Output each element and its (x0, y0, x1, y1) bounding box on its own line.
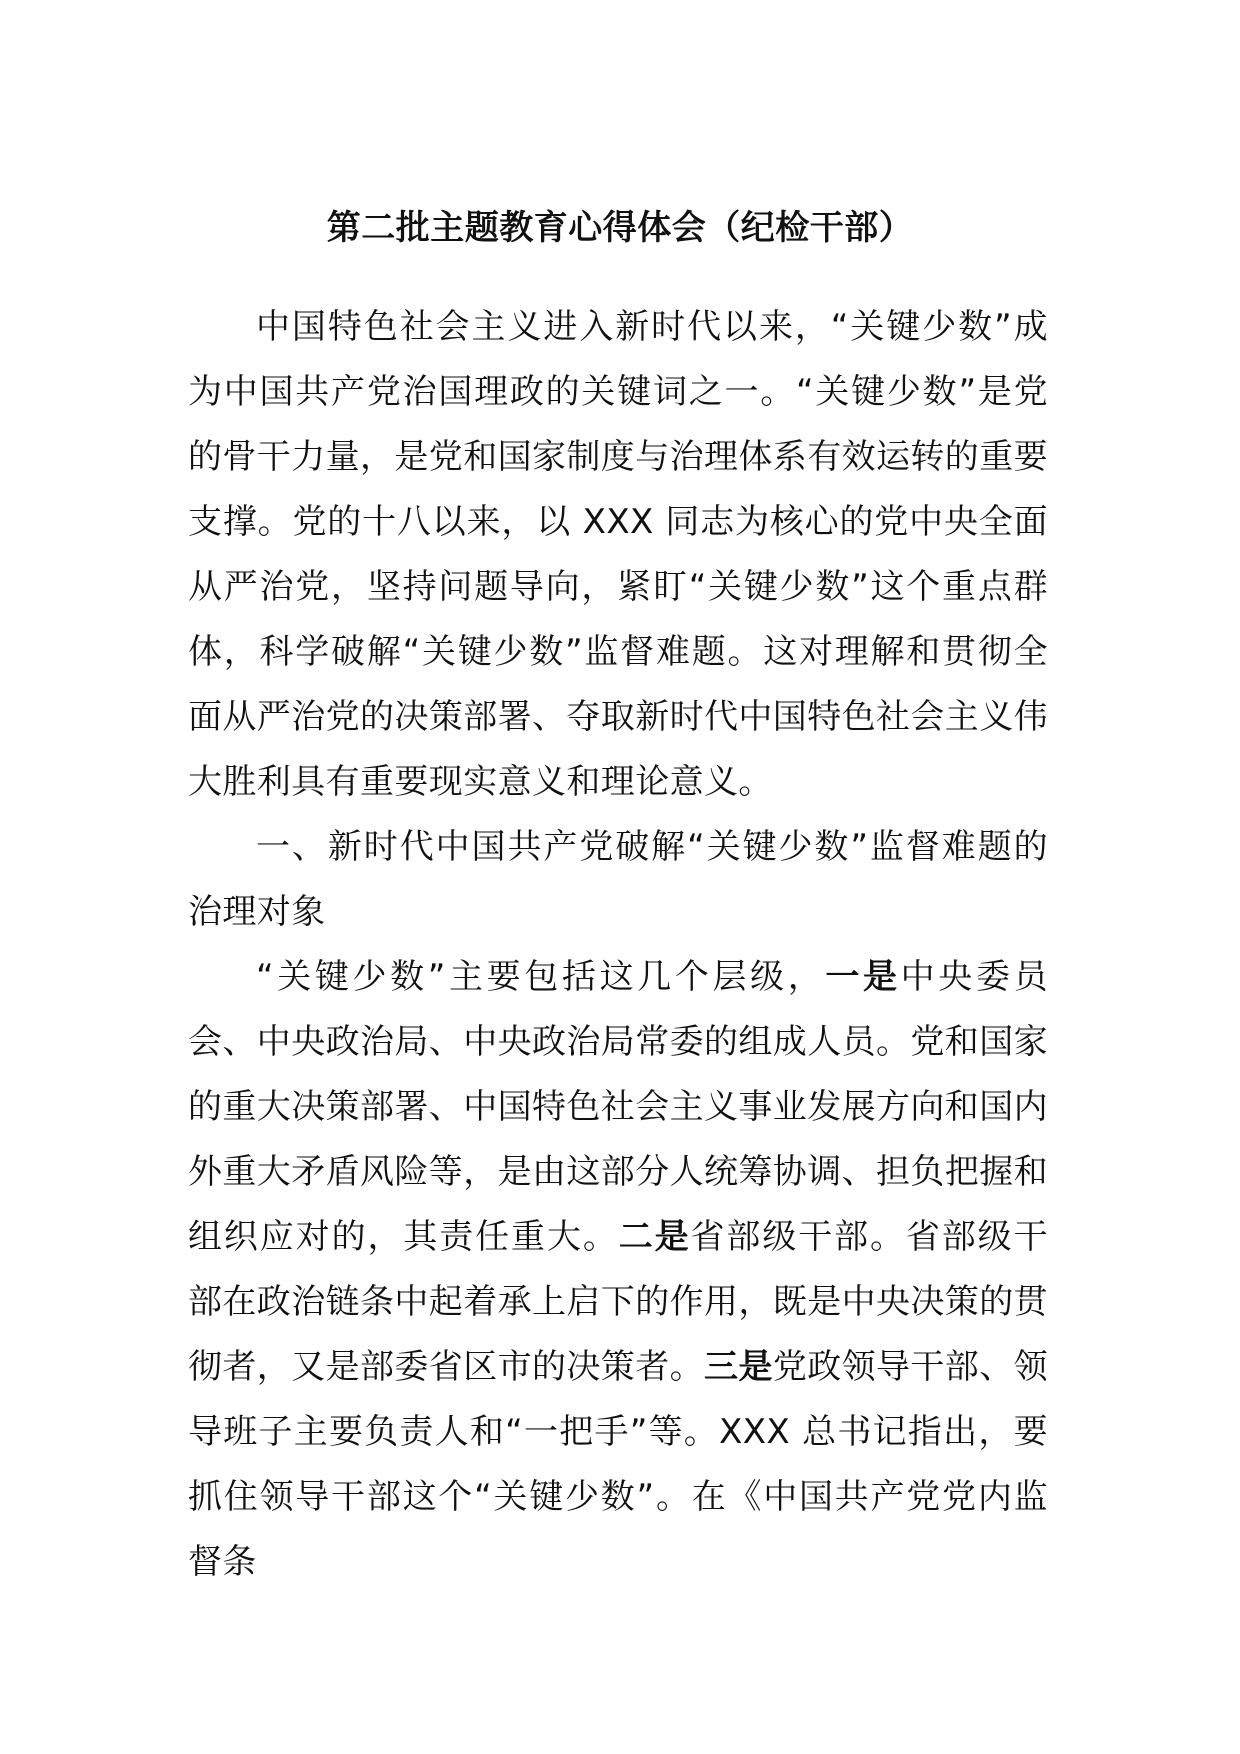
emphasis-third: 三是 (704, 1347, 773, 1387)
text-segment: 党政领导干部、领导班子主要负责人和“一把手”等。XXX 总书记指出，要抓住领导干部这个“关键少数”。在《中国共产党党内监督条 (188, 1347, 1049, 1582)
emphasis-second: 二是 (618, 1217, 691, 1257)
section-heading-1: 一、新时代中国共产党破解“关键少数”监督难题的治理对象 (188, 827, 1048, 932)
document-body (188, 295, 1048, 1595)
emphasis-first: 一是 (825, 957, 901, 997)
paragraph-intro: 中国特色社会主义进入新时代以来，“关键少数”成为中国共产党治国理政的关键词之一。“关键少数”是党的骨干力量，是党和国家制度与治理体系有效运转的重要支撑。党的十八以来，以 XXX 同志为核心的党中央全面从严治党，坚持问题导向，紧盯“关键少数”这个重点群体，科学破解“关键少数”监督难题。这对理解和贯彻全面从严治党的决策部署、夺取新时代中国特色社会主义伟大胜利具有重要现实意义和理论意义。 (188, 307, 1048, 802)
document-title: 第二批主题教育心得体会（纪检干部） (326, 208, 914, 248)
paragraph-key-minority-levels (188, 945, 1048, 1595)
text-segment: 中央委员会、中央政治局、中央政治局常委的组成人员。党和国家的重大决策部署、中国特色社会主义事业发展方向和国内外重大矛盾风险等，是由这部分人统筹协调、担负把握和组织应对的，其责任重大。 (188, 957, 1048, 1257)
text-segment: “关键少数”主要包括这几个层级， (256, 957, 826, 997)
text-segment: 省部级干部。省部级干部在政治链条中起着承上启下的作用，既是中央决策的贯彻者，又是部委省区市的决策者。 (188, 1217, 1048, 1387)
